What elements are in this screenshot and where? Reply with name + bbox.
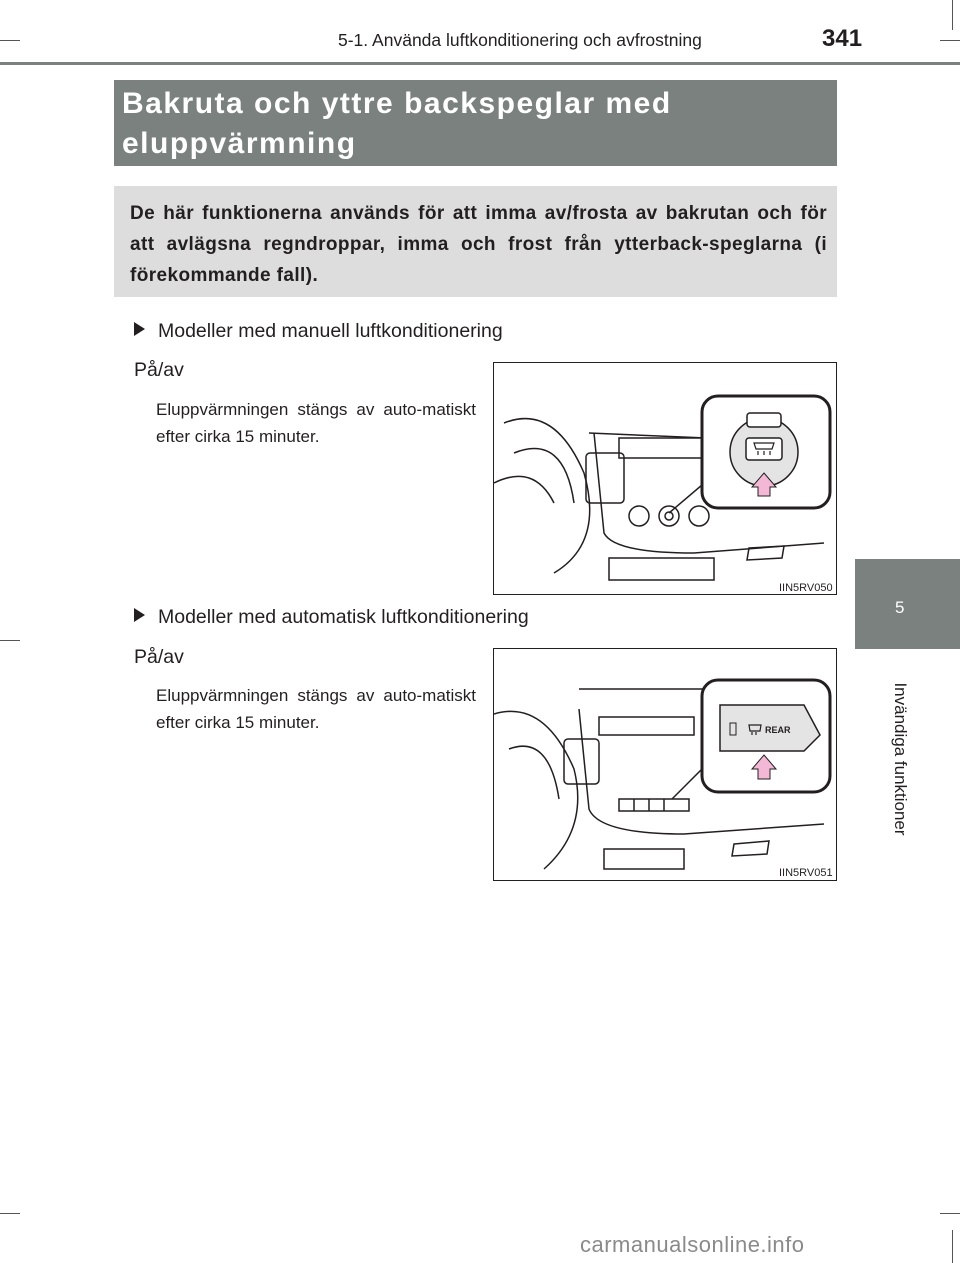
figure-code: IIN5RV050 (779, 582, 833, 594)
figure-manual-ac (493, 362, 837, 595)
crop-mark (0, 40, 20, 41)
crop-mark (952, 0, 953, 30)
figure-automatic-ac (493, 648, 837, 881)
watermark: carmanualsonline.info (580, 1232, 805, 1257)
description-manual: Eluppvärmningen stängs av auto-matiskt efter cirka 15 minuter. (156, 400, 476, 446)
section-heading-automatic: Modeller med automatisk luftkonditionering (134, 606, 529, 629)
running-header: 5-1. Använda luftkonditionering och avfrostning (338, 30, 702, 50)
bullet-triangle-icon (134, 608, 145, 622)
bullet-triangle-icon (134, 322, 145, 336)
crop-mark (940, 40, 960, 41)
crop-mark (952, 1230, 953, 1263)
chapter-label: Invändiga funktioner (891, 682, 910, 836)
figure-code: IIN5RV051 (779, 867, 833, 879)
description-automatic: Eluppvärmningen stängs av auto-matiskt efter cirka 15 minuter. (156, 686, 476, 732)
rear-button-label: REAR (765, 725, 791, 735)
section-heading-manual: Modeller med manuell luftkonditionering (134, 320, 503, 343)
term-on-off-automatic: På/av (134, 646, 184, 668)
page-number: 341 (822, 25, 863, 52)
chapter-number: 5 (895, 598, 905, 617)
dashboard-illustration (494, 649, 838, 882)
crop-mark (940, 1213, 960, 1214)
intro-box: De här funktionerna används för att imma av/frosta av bakrutan och för att avlägsna regndroppar, imma och frost från ytterback-speglarna (i förekommande fall). (114, 186, 837, 297)
section-title: Bakruta och yttre backspeglar med eluppvärmning (114, 80, 837, 166)
crop-mark (0, 1213, 20, 1214)
crop-mark (0, 640, 20, 641)
header-rule (0, 62, 960, 65)
term-on-off-manual: På/av (134, 359, 184, 381)
dashboard-illustration (494, 363, 838, 596)
